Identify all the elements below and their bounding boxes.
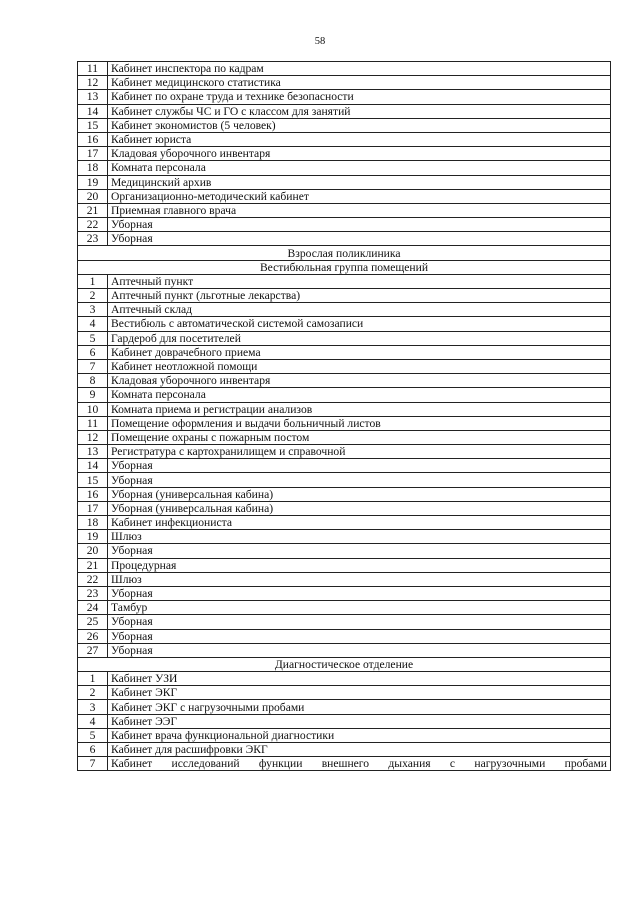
row-number: 23 xyxy=(78,232,108,246)
table-row xyxy=(78,76,611,90)
room-name: Кабинет ЭКГ с нагрузочными пробами xyxy=(108,700,611,714)
table-row xyxy=(78,402,611,416)
row-number: 5 xyxy=(78,331,108,345)
row-number: 18 xyxy=(78,161,108,175)
table-row xyxy=(78,445,611,459)
row-number: 3 xyxy=(78,303,108,317)
table-row xyxy=(78,359,611,373)
row-number: 5 xyxy=(78,728,108,742)
room-name: Уборная xyxy=(108,232,611,246)
row-number: 11 xyxy=(78,62,108,76)
row-number: 16 xyxy=(78,132,108,146)
page-number: 58 xyxy=(314,36,326,47)
room-name: Кабинет доврачебного приема xyxy=(108,345,611,359)
row-number: 20 xyxy=(78,544,108,558)
table-row xyxy=(78,672,611,686)
room-name: Комната персонала xyxy=(108,161,611,175)
row-number: 20 xyxy=(78,189,108,203)
room-name: Кабинет юриста xyxy=(108,132,611,146)
room-name: Аптечный пункт xyxy=(108,274,611,288)
table-row xyxy=(78,700,611,714)
table-row xyxy=(78,274,611,288)
row-number: 12 xyxy=(78,76,108,90)
room-name: Аптечный склад xyxy=(108,303,611,317)
room-name: Комната приема и регистрации анализов xyxy=(108,402,611,416)
table-row xyxy=(78,303,611,317)
table-row xyxy=(78,601,611,615)
row-number: 15 xyxy=(78,118,108,132)
row-number: 7 xyxy=(78,359,108,373)
table-row xyxy=(78,714,611,728)
table-row xyxy=(78,629,611,643)
row-number: 10 xyxy=(78,402,108,416)
room-name: Уборная (универсальная кабина) xyxy=(108,501,611,515)
room-name: Уборная xyxy=(108,629,611,643)
room-name: Организационно-методический кабинет xyxy=(108,189,611,203)
table-row xyxy=(78,317,611,331)
row-number: 17 xyxy=(78,147,108,161)
row-number: 25 xyxy=(78,615,108,629)
table-row xyxy=(78,147,611,161)
row-number: 19 xyxy=(78,530,108,544)
room-name: Медицинский архив xyxy=(108,175,611,189)
table-row xyxy=(78,757,611,771)
room-name: Уборная (универсальная кабина) xyxy=(108,487,611,501)
row-number: 19 xyxy=(78,175,108,189)
table-row xyxy=(78,218,611,232)
table-row xyxy=(78,189,611,203)
table-row xyxy=(78,558,611,572)
row-number: 21 xyxy=(78,203,108,217)
table-row xyxy=(78,473,611,487)
table-row xyxy=(78,118,611,132)
row-number: 13 xyxy=(78,90,108,104)
room-name: Кабинет инспектора по кадрам xyxy=(108,62,611,76)
row-number: 9 xyxy=(78,388,108,402)
room-name: Уборная xyxy=(108,218,611,232)
table-row xyxy=(78,487,611,501)
room-name: Уборная xyxy=(108,473,611,487)
room-name: Шлюз xyxy=(108,530,611,544)
row-number: 4 xyxy=(78,714,108,728)
table-row xyxy=(78,388,611,402)
room-name: Кладовая уборочного инвентаря xyxy=(108,374,611,388)
table-row xyxy=(78,743,611,757)
table-row xyxy=(78,615,611,629)
room-name: Помещение оформления и выдачи больничный листов xyxy=(108,416,611,430)
table-row xyxy=(78,416,611,430)
table-row xyxy=(78,132,611,146)
table-row xyxy=(78,62,611,76)
table-row xyxy=(78,175,611,189)
row-number: 17 xyxy=(78,501,108,515)
row-number: 15 xyxy=(78,473,108,487)
table-row xyxy=(78,232,611,246)
room-name: Уборная xyxy=(108,544,611,558)
row-number: 3 xyxy=(78,700,108,714)
room-name: Комната персонала xyxy=(108,388,611,402)
row-number: 11 xyxy=(78,416,108,430)
room-name: Помещение охраны с пожарным постом xyxy=(108,430,611,444)
rooms-table xyxy=(77,61,611,771)
table-row xyxy=(78,686,611,700)
table-row xyxy=(78,430,611,444)
room-name: Приемная главного врача xyxy=(108,203,611,217)
table-row xyxy=(78,572,611,586)
row-number: 12 xyxy=(78,430,108,444)
room-name: Тамбур xyxy=(108,601,611,615)
row-number: 14 xyxy=(78,104,108,118)
row-number: 26 xyxy=(78,629,108,643)
room-name: Кабинет УЗИ xyxy=(108,672,611,686)
table-row xyxy=(78,331,611,345)
table-row xyxy=(78,586,611,600)
row-number: 1 xyxy=(78,274,108,288)
row-number: 13 xyxy=(78,445,108,459)
row-number: 14 xyxy=(78,459,108,473)
row-number: 6 xyxy=(78,743,108,757)
row-number: 22 xyxy=(78,572,108,586)
room-name: Кладовая уборочного инвентаря xyxy=(108,147,611,161)
table-row xyxy=(78,90,611,104)
room-name: Кабинет неотложной помощи xyxy=(108,359,611,373)
room-name: Гардероб для посетителей xyxy=(108,331,611,345)
section-header-row xyxy=(78,246,611,260)
table-row xyxy=(78,104,611,118)
row-number: 16 xyxy=(78,487,108,501)
row-number: 21 xyxy=(78,558,108,572)
rooms-table-body xyxy=(78,62,611,771)
room-name: Кабинет инфекциониста xyxy=(108,516,611,530)
row-number: 23 xyxy=(78,586,108,600)
row-number: 8 xyxy=(78,374,108,388)
row-number: 4 xyxy=(78,317,108,331)
row-number: 2 xyxy=(78,289,108,303)
table-row xyxy=(78,516,611,530)
room-name: Уборная xyxy=(108,586,611,600)
table-row xyxy=(78,203,611,217)
room-name: Кабинет исследований функции внешнего дыхания с нагрузочными пробами xyxy=(108,757,611,771)
table-row xyxy=(78,544,611,558)
room-name: Кабинет экономистов (5 человек) xyxy=(108,118,611,132)
room-name: Уборная xyxy=(108,615,611,629)
section-header-row xyxy=(78,657,611,671)
room-name: Кабинет по охране труда и технике безопасности xyxy=(108,90,611,104)
room-name: Кабинет ЭКГ xyxy=(108,686,611,700)
room-name: Аптечный пункт (льготные лекарства) xyxy=(108,289,611,303)
room-name: Регистратура с картохранилищем и справочной xyxy=(108,445,611,459)
table-row xyxy=(78,643,611,657)
room-name: Кабинет врача функциональной диагностики xyxy=(108,728,611,742)
room-name: Уборная xyxy=(108,643,611,657)
room-name: Вестибюль с автоматической системой самозаписи xyxy=(108,317,611,331)
table-row xyxy=(78,374,611,388)
table-row xyxy=(78,459,611,473)
room-name: Уборная xyxy=(108,459,611,473)
table-row xyxy=(78,345,611,359)
row-number: 22 xyxy=(78,218,108,232)
table-row xyxy=(78,161,611,175)
section-header-row xyxy=(78,260,611,274)
row-number: 6 xyxy=(78,345,108,359)
table-row xyxy=(78,728,611,742)
row-number: 7 xyxy=(78,757,108,771)
table-row xyxy=(78,501,611,515)
table-row xyxy=(78,289,611,303)
section-title: Вестибюльная группа помещений xyxy=(78,260,611,274)
room-name: Кабинет для расшифровки ЭКГ xyxy=(108,743,611,757)
row-number: 2 xyxy=(78,686,108,700)
row-number: 18 xyxy=(78,516,108,530)
room-name: Процедурная xyxy=(108,558,611,572)
room-name: Кабинет медицинского статистика xyxy=(108,76,611,90)
row-number: 1 xyxy=(78,672,108,686)
row-number: 27 xyxy=(78,643,108,657)
section-title: Диагностическое отделение xyxy=(78,657,611,671)
room-name: Кабинет службы ЧС и ГО с классом для занятий xyxy=(108,104,611,118)
table-row xyxy=(78,530,611,544)
section-title: Взрослая поликлиника xyxy=(78,246,611,260)
room-name: Шлюз xyxy=(108,572,611,586)
room-name: Кабинет ЭЭГ xyxy=(108,714,611,728)
row-number: 24 xyxy=(78,601,108,615)
